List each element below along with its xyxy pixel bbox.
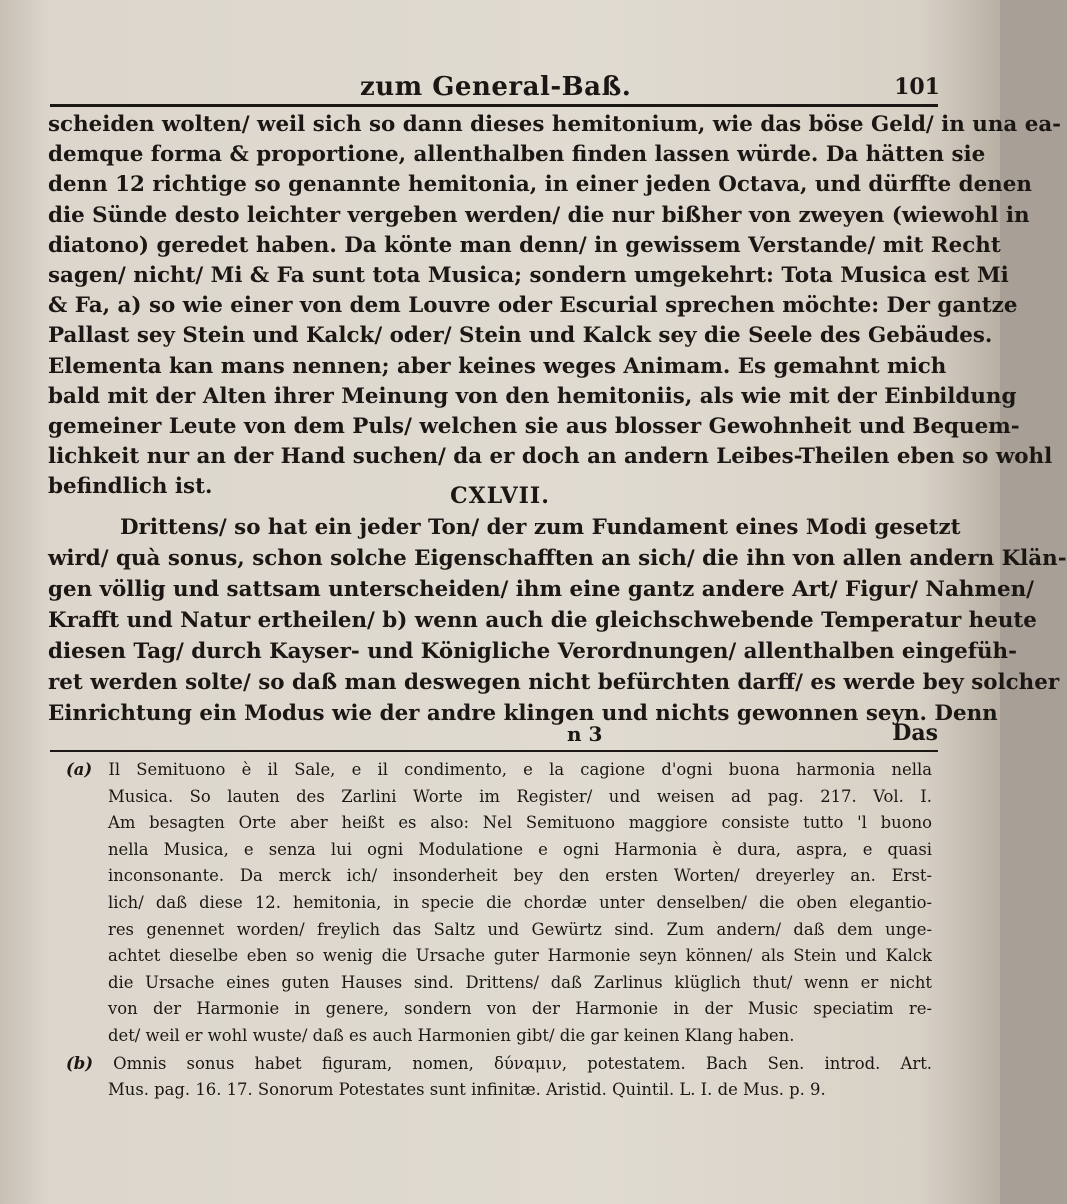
text-line: Pallast sey Stein und Kalck/ oder/ Stein und Kalck sey die Seele des Gebäudes. [48,323,993,349]
footnote-text: Il Semituono è il Sale, e il condimento, e la cagione d'ogni buona harmonia nella [108,760,932,779]
text-line: wird/ quà sonus, schon solche Eigenschafften an sich/ die ihn von allen andern Klän- [48,546,1067,571]
running-head: zum General-Baß. [360,72,632,102]
text-line: Drittens/ so hat ein jeder Ton/ der zum Fundament eines Modi gesetzt [120,515,961,540]
text-line: & Fa, a) so wie einer von dem Louvre oder Escurial sprechen möchte: Der gantze [48,293,1018,319]
text-line: gen völlig und sattsam unterscheiden/ ihm eine gantz andere Art/ Figur/ Nahmen/ [48,577,1034,602]
text-line: Einrichtung ein Modus wie der andre klingen und nichts gewonnen seyn. Denn [48,701,998,726]
footnote-rule [50,750,938,752]
page-number: 101 [894,74,940,100]
text-line: gemeiner Leute von dem Puls/ welchen sie aus blosser Gewohnheit und Bequem- [48,413,1020,439]
footnote-a-mark: (a) [66,760,93,779]
footnote-line: Mus. pag. 16. 17. Sonorum Potestates sunt infinitæ. Aristid. Quintil. L. I. de Mus. p. 9. [108,1080,826,1100]
text-line: denn 12 richtige so genannte hemitonia, in einer jeden Octava, und dürffte denen [48,172,1032,198]
footnote-line: lich/ daß diese 12. hemitonia, in specie die chordæ unter denselben/ die oben elegantio- [108,892,932,912]
signature-mark: n 3 [567,722,603,746]
footnote-line: Am besagten Orte aber heißt es also: Nel Semituono maggiore consiste tutto 'l buono [108,813,932,833]
section-number: CXLVII. [450,483,550,509]
footnote-line: die Ursache eines guten Hauses sind. Drittens/ daß Zarlinus klüglich thut/ wenn er nicht [108,972,932,992]
footnote-a-first-line [66,757,932,784]
text-line: Krafft und Natur ertheilen/ b) wenn auch die gleichschwebende Temperatur heute [48,608,1037,633]
footnote-line: nella Musica, e senza lui ogni Modulatione e ogni Harmonia è dura, aspra, e quasi [108,839,932,859]
text-line: die Sünde desto leichter vergeben werden/ die nur bißher von zweyen (wiewohl in [48,202,1030,228]
footnotes [66,757,932,1104]
text-line: demque forma & proportione, allenthalben finden lassen würde. Da hätten sie [48,142,986,168]
footnote-b-mark: (b) [66,1053,93,1073]
footnote-text: Omnis sonus habet figuram, nomen, δύναμιν, potestatem. Bach Sen. introd. Art. [113,1053,932,1073]
text-line: Elementa kan mans nennen; aber keines weges Animam. Es gemahnt mich [48,353,947,379]
footnote-line: Musica. So lauten des Zarlini Worte im Register/ und weisen ad pag. 217. Vol. I. [108,786,932,806]
catchword: Das [892,720,938,746]
text-line: lichkeit nur an der Hand suchen/ da er doch an andern Leibes-Theilen eben so wohl [48,444,1053,470]
footnote-b-first-line [66,1051,932,1078]
text-line: diatono) geredet haben. Da könte man denn/ in gewissem Verstande/ mit Recht [48,232,1001,258]
footnote-line: von der Harmonie in genere, sondern von der Harmonie in der Music speciatim re- [108,999,932,1019]
page-header [60,72,940,106]
footnote-line: det/ weil er wohl wuste/ daß es auch Harmonien gibt/ die gar keinen Klang haben. [108,1025,795,1045]
text-line: ret werden solte/ so daß man deswegen nicht befürchten darff/ es werde bey solcher [48,670,1060,695]
section-text-block [48,512,1067,729]
footnote-line: achtet dieselbe eben so wenig die Ursache guter Harmonie seyn können/ als Stein und Kalck [108,946,932,966]
main-text-block [48,110,1062,502]
text-line: scheiden wolten/ weil sich so dann dieses hemitonium, wie das böse Geld/ in una ea- [48,112,1062,137]
footnote-line: inconsonante. Da merck ich/ insonderheit bey den ersten Worten/ dreyerley an. Erst- [108,866,932,886]
footnote-line: res genennet worden/ freylich das Saltz und Gewürtz sind. Zum andern/ daß dem unge- [108,919,932,939]
text-line: diesen Tag/ durch Kayser- und Königliche Verordnungen/ allenthalben eingefüh- [48,639,1017,664]
text-line: sagen/ nicht/ Mi & Fa sunt tota Musica; sondern umgekehrt: Tota Musica est Mi [48,262,1009,288]
header-rule [50,104,938,107]
text-line: bald mit der Alten ihrer Meinung von den hemitoniis, als wie mit der Einbildung [48,383,1017,409]
text-line: befindlich ist. [48,474,213,500]
